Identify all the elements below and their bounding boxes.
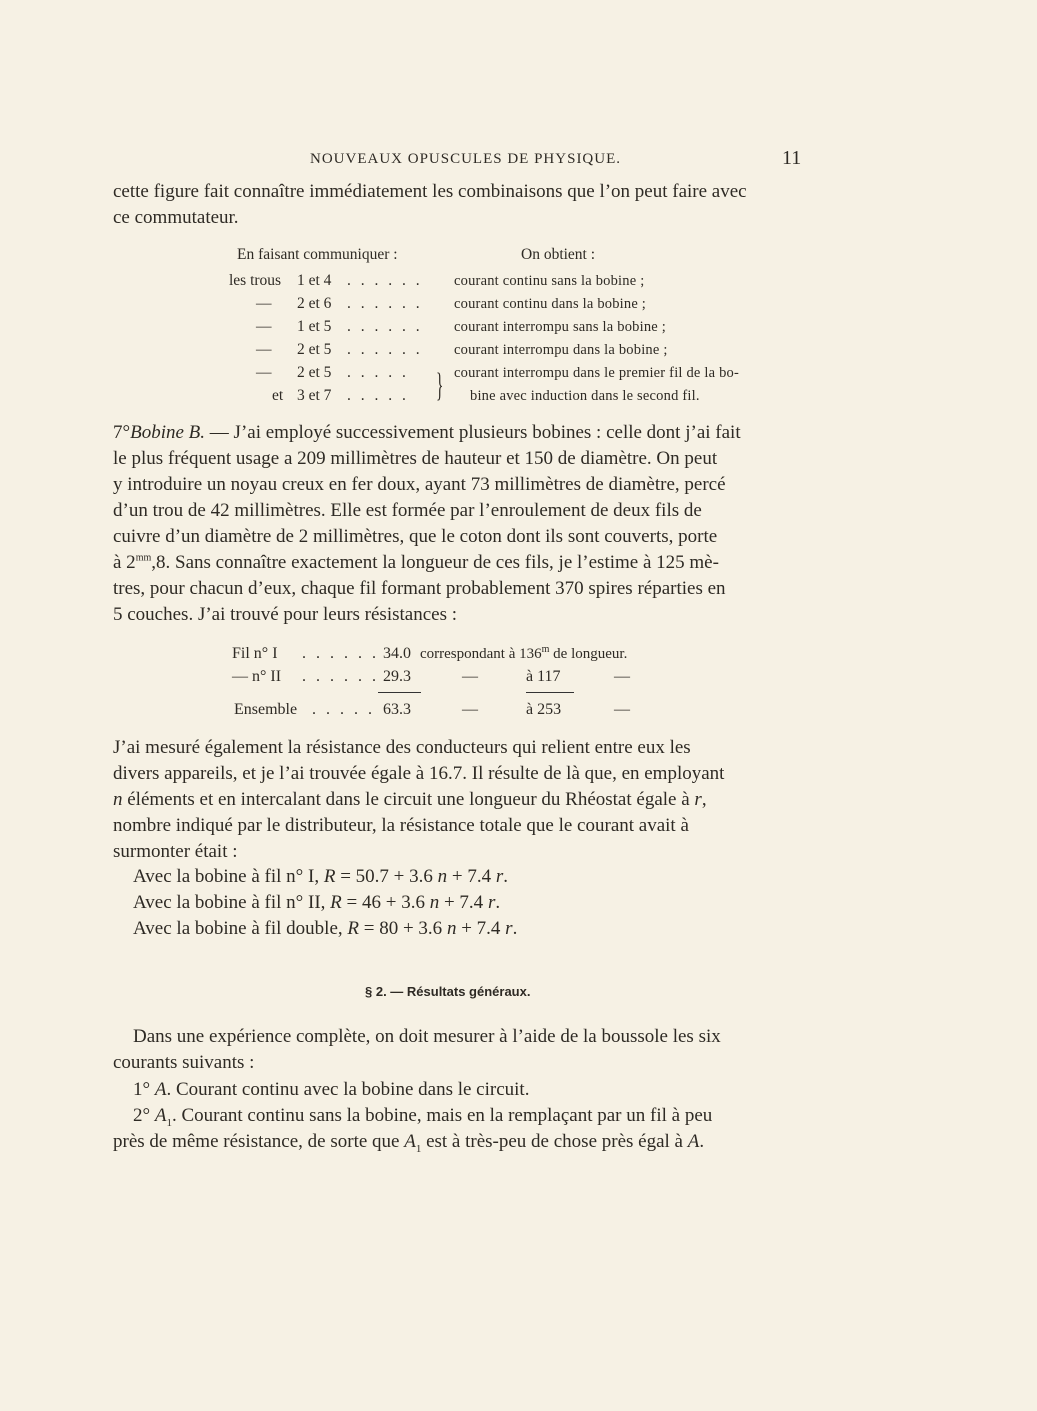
text-fragment: , [701,789,707,810]
row-prefix: — [256,295,272,312]
bobine-line [113,550,805,576]
row-label: — n° II [232,668,282,685]
row-holes: 1 et 5 [297,318,332,335]
text-fragment: . Courant continu sans la bobine, mais en la remplaçant par un fil à peu [171,1105,713,1126]
conductors-line: nombre indiqué par le distributeur, la résistance totale que le courant avait à [113,815,689,836]
variable-n: n [437,866,448,887]
final-line [113,1129,805,1155]
unit-superscript: mm [135,552,152,564]
row-dots: . . . . . . [347,295,423,312]
text-fragment: . [512,918,518,939]
text-fragment: . [699,1131,705,1152]
row-result: courant interrompu sans la bobine ; [454,319,666,335]
final-line: Dans une expérience complète, on doit mesurer à l’aide de la boussole les six [133,1026,721,1047]
list-item [113,1077,805,1103]
row-result: courant interrompu dans la bobine ; [454,342,668,358]
row-label: Fil n° I [232,645,278,662]
row-dots: . . . . . [347,364,409,381]
item-number: 1° [133,1079,151,1100]
conductors-line: J’ai mesuré également la résistance des conducteurs qui relient entre eux les [113,737,691,758]
section-heading: § 2. — Résultats généraux. [365,984,531,999]
row-length: à 253 [526,701,562,718]
row-dash: — [614,668,630,685]
bobine-line: cuivre d’un diamètre de 2 millimètres, que le coton dont ils sont couverts, porte [113,526,718,547]
row-prefix: les trous [229,272,282,289]
brace-symbol: } [436,367,444,404]
subscript: 1 [415,1142,422,1155]
variable-R: R [330,892,342,913]
text-fragment: + 7.4 [461,918,501,939]
table-left-heading: En faisant communiquer : [237,246,398,263]
list-item [113,1103,805,1129]
bobine-line: tres, pour chacun d’eux, chaque fil formant probablement 370 spires réparties en [113,578,726,599]
row-dots: . . . . . . [347,341,423,358]
row-prefix: et [272,387,284,404]
row-holes: 2 et 5 [297,341,332,358]
text-fragment: + 7.4 [451,866,492,887]
text-fragment: + 7.4 [443,892,484,913]
text-fragment: à 2 [113,552,136,573]
row-value: 34.0 [383,645,411,662]
row-holes: 1 et 4 [297,272,332,289]
row-dots: . . . . . [312,701,375,718]
unit-superscript: m [541,644,550,655]
row-result: courant continu dans la bobine ; [454,296,647,312]
text-fragment: . [495,892,501,913]
bobine-line: y introduire un noyau creux en fer doux, ayant 73 millimètres de diamètre, percé [113,474,726,495]
variable-A1: A [404,1131,416,1152]
bobine-line: 5 couches. J’ai trouvé pour leurs résistances : [113,604,458,625]
text-fragment: . Courant continu avec la bobine dans le circuit. [166,1079,530,1100]
row-holes: 2 et 6 [297,295,332,312]
bobine-line-1 [113,420,805,446]
equation-line [133,866,508,888]
bobine-title: Bobine B. [130,422,206,443]
row-label: Ensemble [234,701,298,718]
row-length: à 117 [526,668,561,685]
row-prefix: — [256,341,272,358]
text-fragment: près de même résistance, de sorte que [113,1131,405,1152]
sum-rule [378,692,421,693]
row-note [420,646,627,663]
variable-r: r [495,866,504,887]
text-fragment: ,8. Sans connaître exactement la longueur de ces fils, je l’estime à 125 mè- [151,552,719,573]
table-right-heading: On obtient : [521,246,596,263]
variable-n: n [113,789,123,810]
row-result: bine avec induction dans le second fil. [470,388,700,404]
row-dash: — [614,701,630,718]
row-dash: — [462,701,478,718]
bobine-line: le plus fréquent usage a 209 millimètres de hauteur et 150 de diamètre. On peut [113,448,718,469]
row-dots: . . . . . [347,387,409,404]
row-result: courant continu sans la bobine ; [454,273,645,289]
item-number: 2° [133,1105,151,1126]
conductors-line: divers appareils, et je l’ai trouvée égale à 16.7. Il résulte de là que, en employant [113,763,725,784]
row-value: 29.3 [383,668,411,685]
conductors-line: surmonter était : [113,841,238,862]
row-holes: 3 et 7 [297,387,332,404]
section-number: 7° [113,422,131,443]
text-fragment: Avec la bobine à fil double, [133,918,343,939]
variable-r: r [505,918,513,939]
conductors-line [113,787,805,813]
row-dots: . . . . . . [347,318,423,335]
variable-R: R [347,918,359,939]
sum-rule [526,692,574,693]
text-fragment: correspondant à 136 [420,646,542,662]
text-fragment: est à très-peu de chose près égal à [421,1131,688,1152]
text-fragment: de longueur. [549,646,628,662]
text-fragment: = 46 + 3.6 [346,892,425,913]
page-number: 11 [782,147,802,169]
final-line: courants suivants : [113,1052,255,1073]
variable-r: r [487,892,496,913]
row-prefix: — [256,318,272,335]
intro-line-1: cette figure fait connaître immédiatement les combinaisons que l’on peut faire avec [113,181,747,202]
text-fragment: éléments et en intercalant dans le circuit une longueur du Rhéostat égale à [122,789,695,810]
text-fragment: Avec la bobine à fil n° I, [133,866,320,887]
variable-n: n [429,892,440,913]
bobine-line-1-text: — J’ai employé successivement plusieurs bobines : celle dont j’ai fait [205,422,741,443]
row-holes: 2 et 5 [297,364,332,381]
variable-A: A [687,1131,700,1152]
row-dots: . . . . . . [347,272,423,289]
text-fragment: Avec la bobine à fil n° II, [133,892,326,913]
variable-A: A [154,1079,167,1100]
row-value: 63.3 [383,701,411,718]
row-prefix: — [256,364,272,381]
row-dash: — [462,668,478,685]
equation-line [133,892,500,914]
text-fragment: = 80 + 3.6 [363,918,443,939]
subscript: 1 [166,1116,172,1129]
text-fragment: = 50.7 + 3.6 [340,866,433,887]
variable-A1: A [154,1105,167,1126]
row-dots: . . . . . . [302,645,379,662]
variable-r: r [694,789,702,810]
text-fragment: . [503,866,509,887]
bobine-line: d’un trou de 42 millimètres. Elle est formée par l’enroulement de deux fils de [113,500,702,521]
intro-line-2: ce commutateur. [113,207,239,228]
row-dots: . . . . . . [302,668,379,685]
equation-line [133,918,517,940]
variable-R: R [323,866,336,887]
variable-n: n [446,918,457,939]
row-result: courant interrompu dans le premier fil de la bo- [454,365,740,381]
running-header: NOUVEAUX OPUSCULES DE PHYSIQUE. [310,151,622,167]
